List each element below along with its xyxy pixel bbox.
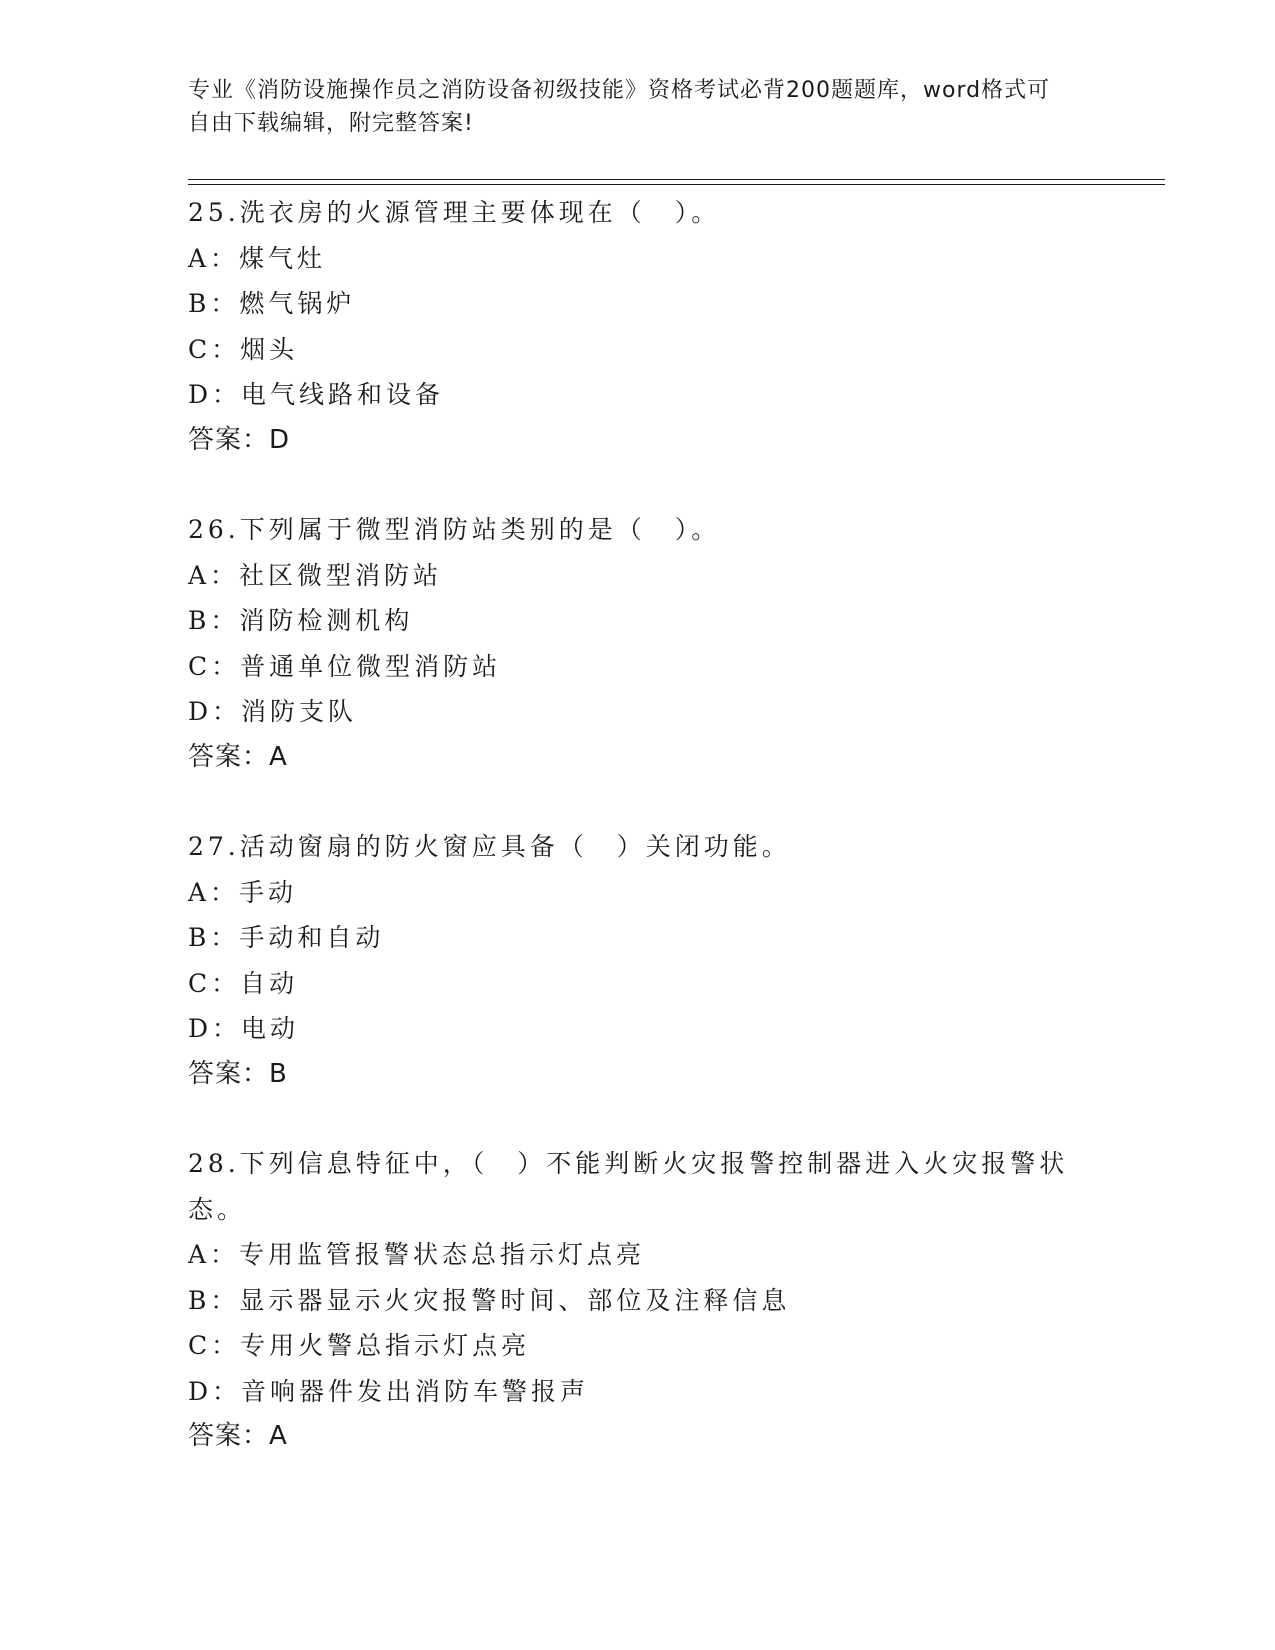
header-divider-top xyxy=(188,179,1165,180)
option-a: A：煤气灶 xyxy=(188,243,327,273)
option-d: D：消防支队 xyxy=(188,697,358,726)
question-26 xyxy=(188,507,1088,780)
question-list xyxy=(188,190,1088,1504)
option-a: A：手动 xyxy=(188,877,298,907)
option-d: D：电动 xyxy=(188,1014,300,1043)
option-b: B：手动和自动 xyxy=(188,923,385,952)
option-d: D：电气线路和设备 xyxy=(188,380,445,409)
question-stem: 28.下列信息特征中，（ ）不能判断火灾报警控制器进入火灾报警状态。 xyxy=(188,1149,1069,1224)
answer-label: 答案：B xyxy=(188,1058,288,1089)
question-stem: 25.洗衣房的火源管理主要体现在（ ）。 xyxy=(188,198,721,227)
option-c: C：自动 xyxy=(188,968,299,998)
option-b: B：燃气锅炉 xyxy=(188,289,356,318)
question-28 xyxy=(188,1141,1088,1460)
option-c: C：烟头 xyxy=(188,334,299,364)
question-25 xyxy=(188,190,1088,463)
option-b: B：显示器显示火灾报警时间、部位及注释信息 xyxy=(188,1285,791,1315)
option-b: B：消防检测机构 xyxy=(188,606,414,635)
answer-label: 答案：A xyxy=(188,1421,288,1451)
document-header: 专业《消防设施操作员之消防设备初级技能》资格考试必背200题题库，word格式可自由下载编辑，附完整答案! xyxy=(188,78,1051,136)
option-c: C：专用火警总指示灯点亮 xyxy=(188,1331,531,1360)
answer-label: 答案：A xyxy=(188,741,288,772)
question-27 xyxy=(188,824,1088,1097)
option-d: D：音响器件发出消防车警报声 xyxy=(188,1376,590,1406)
option-a: A：社区微型消防站 xyxy=(188,560,443,590)
option-a: A：专用监管报警状态总指示灯点亮 xyxy=(188,1240,646,1269)
option-c: C：普通单位微型消防站 xyxy=(188,651,502,681)
question-stem: 26.下列属于微型消防站类别的是（ ）。 xyxy=(188,515,721,544)
question-stem: 27.活动窗扇的防火窗应具备（ ）关闭功能。 xyxy=(188,832,791,861)
answer-label: 答案：D xyxy=(188,424,291,455)
header-divider-bottom xyxy=(188,184,1165,185)
